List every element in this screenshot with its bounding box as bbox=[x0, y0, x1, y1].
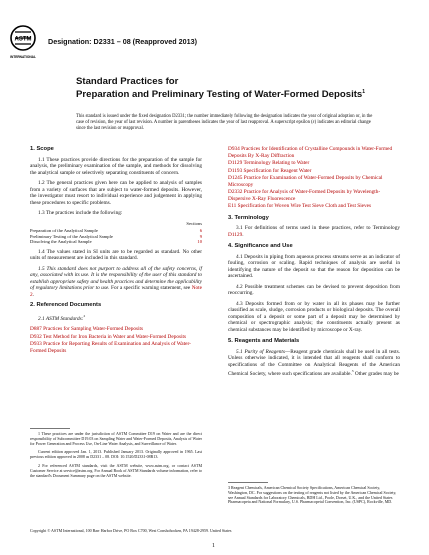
paragraph-4-1: 4.1 Deposits in piping from aqueous process streams serve as an indicator of fouling, corrosion or scaling. Rapid techniques of analysis are useful in identifying the nature of the deposit so that the reason for deposition can be ascertained. bbox=[228, 253, 400, 279]
copyright-footer: Copyright © ASTM International, 100 Barr Harbor Drive, PO Box C700, West Conshohocken, PA 19428-2959. United States bbox=[30, 528, 232, 533]
ref-link[interactable]: D933 bbox=[30, 341, 42, 348]
ref-link[interactable]: E11 bbox=[228, 203, 237, 209]
designation: Designation: D2331 – 08 (Reapproved 2013) bbox=[48, 37, 197, 46]
reference-list-continued bbox=[228, 146, 400, 210]
list-item: D1129 Terminology Relating to Water bbox=[228, 160, 310, 166]
svg-text:INTERNATIONAL: INTERNATIONAL bbox=[10, 55, 36, 59]
footnote-divider bbox=[30, 428, 70, 429]
reagents-heading: 5. Reagents and Materials bbox=[228, 338, 300, 344]
list-item: D932 Test Method for Iron Bacteria in Water and Water-Formed Deposits bbox=[30, 333, 187, 340]
left-column bbox=[30, 146, 202, 355]
list-item: D1245 Practice for Examination of Water-Formed Deposits by Chemical Microscopy bbox=[228, 175, 383, 188]
paragraph-3-1: 3.1 For definitions of terms used in these practices, refer to Terminology D1129. bbox=[228, 225, 400, 238]
paragraph-1-3: 1.3 The practices include the following: bbox=[38, 210, 123, 216]
issuance-notice: This standard is issued under the fixed designation D2331; the number immediately following the designation indicates the year of original adoption or, in the case of revision, the year of last revision. A number in parentheses indicates the year of last reapproval. A superscript epsilon (ε) indicates an editorial change since the last revision or reapproval. bbox=[76, 114, 373, 131]
table-row: Preliminary Testing of the Analytical Sample 9 bbox=[30, 233, 202, 239]
ref-link[interactable]: D1129 bbox=[228, 160, 243, 166]
list-item: D2332 Practice for Analysis of Water-Formed Deposits by Wavelength-Dispersive X-Ray Fluorescence bbox=[228, 189, 381, 202]
terminology-heading: 3. Terminology bbox=[228, 214, 269, 221]
footnote-2: 2 For referenced ASTM standards, visit the ASTM website, www.astm.org, or contact ASTM Customer Service at service@astm.org. For Annual Book of ASTM Standards volume information, refer to the standard's Document Summary page on the ASTM website. bbox=[30, 462, 202, 478]
title-line-1: Standard Practices for bbox=[76, 76, 179, 87]
reference-list bbox=[30, 326, 202, 354]
table-header: Sections bbox=[186, 220, 202, 226]
paragraph-5-1: 5.1 Purity of Reagents—Reagent grade chemicals shall be used in all tests. Unless otherwise indicated, it is intended that all reagents shall conform to specifications of the Committee on Analytical Reagents of the American Chemical Society, where such specifications are available.$^3$ Other grades may be bbox=[228, 348, 400, 377]
scope-heading: 1. Scope bbox=[30, 146, 54, 152]
title-line-2: Preparation and Preliminary Testing of Water-Formed Deposits$^1$ bbox=[76, 89, 366, 101]
table-row: Dissolving the Analytical Sample 10 bbox=[30, 239, 202, 245]
ref-link[interactable]: D887 bbox=[30, 326, 42, 333]
list-item: D887 Practices for Sampling Water-Formed Deposits bbox=[30, 326, 144, 333]
list-item: D1193 Specification for Reagent Water bbox=[228, 167, 312, 174]
page-number: 1 bbox=[212, 543, 215, 549]
paragraph-4-3: 4.3 Deposits formed from or by water in all its phases may be further classified as scale, sludge, corrosion products or biological deposits. The overall composition of a deposit or some part of a deposit may be determined by chemical or spectrographic analysis; the constituents actually present as chemical substances may be identified by microscope or X-ray. bbox=[228, 300, 400, 333]
list-item: E11 Specification for Woven Wire Test Sieve Cloth and Test Sieves bbox=[228, 203, 372, 209]
footnote-3: 3 Reagent Chemicals, American Chemical Society Specifications, American Chemical Society, Washington, DC. For suggestions on the testing of reagents not listed by the American Chemical Society, see Annual Standards for Laboratory Chemicals, BDH Ltd., Poole, Dorset, U.K., and the United States Pharmacopeia and National Formulary, U.S. Pharmacopeial Convention, Inc. (USPC), Rockville, MD. bbox=[228, 485, 397, 505]
page-title bbox=[76, 76, 376, 100]
paragraph-1-4: 1.4 The values stated in SI units are to be regarded as standard. No other units of measurement are included in this standard. bbox=[30, 248, 202, 262]
footnotes-left bbox=[30, 432, 202, 482]
right-column bbox=[228, 146, 400, 381]
referenced-documents-heading: 2. Referenced Documents bbox=[30, 302, 102, 309]
d1129-link[interactable]: D1129 bbox=[228, 231, 243, 238]
list-item: D934 Practices for Identification of Crystalline Compounds in Water-Formed Deposits By X-Ray Diffraction bbox=[228, 146, 393, 159]
paragraph-4-2: 4.2 Possible treatment schemes can be devised to prevent deposition from reoccurring. bbox=[228, 283, 400, 296]
astm-logo bbox=[8, 24, 38, 64]
note-2-link[interactable]: Note 2 bbox=[30, 285, 202, 298]
ref-link[interactable]: D934 bbox=[228, 146, 240, 152]
ref-link[interactable]: D1245 bbox=[228, 175, 243, 181]
paragraph-1-1: 1.1 These practices provide directions for the preparation of the sample for analysis, the preliminary examination of the sample, and methods for dissolving the analytical sample or selectively separating constituents of concern. bbox=[30, 156, 202, 176]
paragraph-1-2: 1.2 The general practices given here can be applied to analysis of samples from a variety of surfaces that are subject to water-formed deposits. However, the investigator must resort to individual experience and judgement in applying these procedures to specific problems. bbox=[30, 180, 202, 206]
footnote-divider-right bbox=[228, 482, 268, 483]
footnote-1: 1 These practices are under the jurisdiction of ASTM Committee D19 on Water and are the direct responsibility of Subcommittee D19.03 on Sampling Water and Water-Formed Deposits, Analysis of Water for Power Generation and Process Use, On-Line Water Analysis, and Surveillance of Water. bbox=[30, 431, 202, 446]
footnote-1b: Current edition approved Jan. 1, 2013. Published January 2013. Originally approved in 1965. Last previous edition approved in 2008 as D2331 – 08. DOI: 10.1520/D2331-08R13. bbox=[30, 449, 202, 460]
ref-link[interactable]: D1193 bbox=[228, 167, 243, 174]
ref-link[interactable]: D2332 bbox=[228, 189, 243, 195]
table-row: Preparation of the Analytical Sample 6 bbox=[30, 228, 202, 233]
paragraph-1-5: 1.5 This standard does not purport to address all of the safety concerns, if any, associated with its use. It is the responsibility of the user of this standard to establish appropriate safety and health practices and determine the applicability of regulatory limitations prior to use. For a specific warning statement, see Note 2. bbox=[30, 265, 202, 298]
ref-link[interactable]: D932 bbox=[30, 333, 42, 340]
significance-heading: 4. Significance and Use bbox=[228, 243, 293, 249]
list-item: D933 Practice for Reporting Results of Examination and Analysis of Water-Formed Deposits bbox=[30, 341, 191, 354]
astm-standards-label: 2.1 ASTM Standards:$^2$ bbox=[38, 313, 86, 322]
svg-text:ASTM: ASTM bbox=[14, 36, 32, 43]
practices-table bbox=[30, 221, 202, 245]
